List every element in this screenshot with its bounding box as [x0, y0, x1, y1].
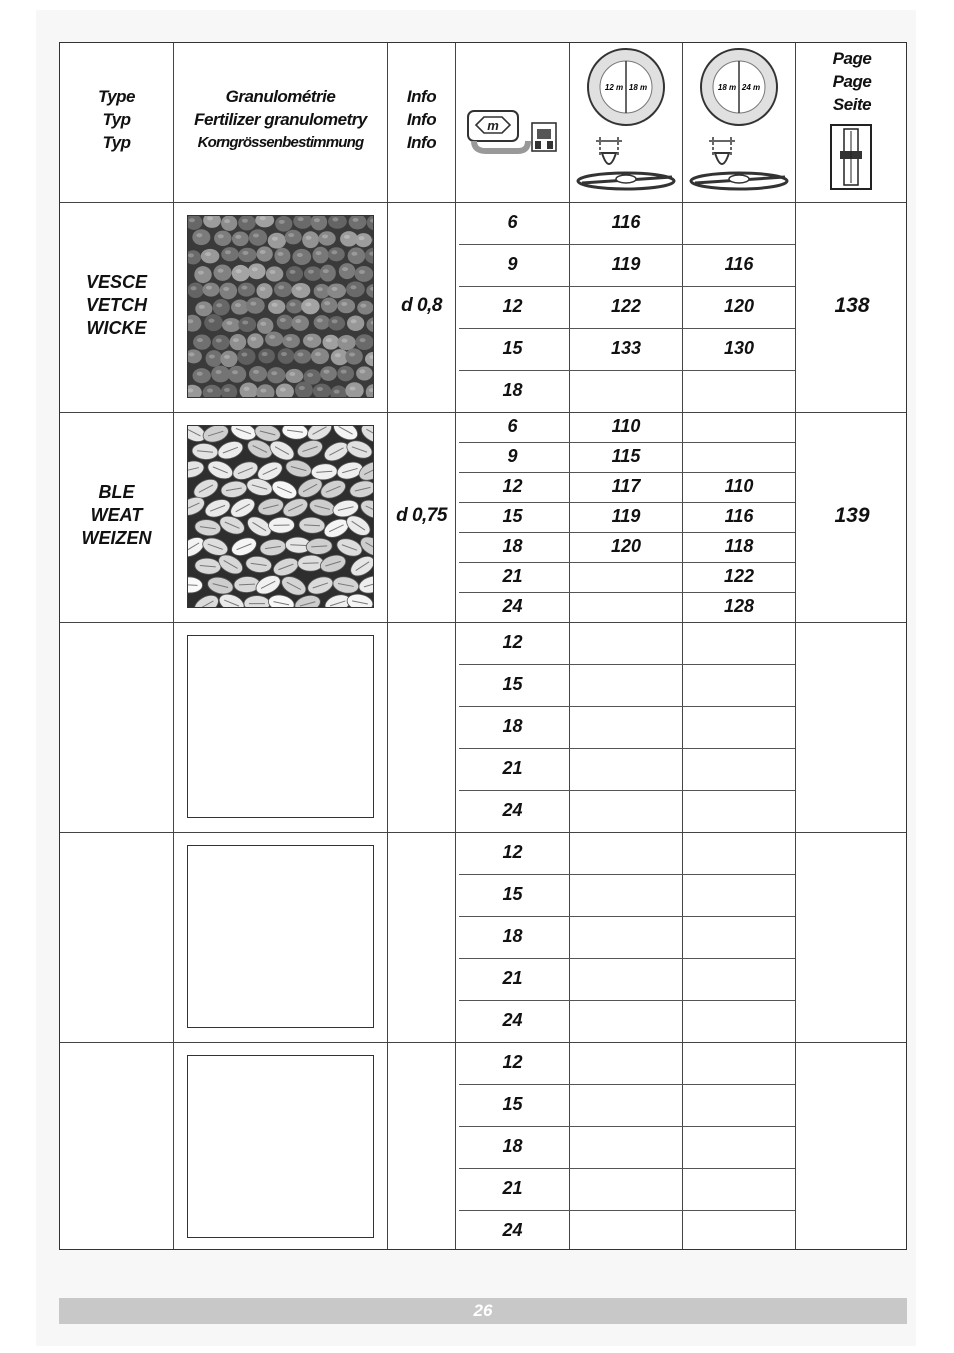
row-divider [60, 622, 906, 623]
row-divider [60, 202, 906, 203]
header-type-en: Typ [102, 110, 131, 129]
header-granulometry-en: Fertilizer granulometry [194, 110, 367, 129]
header-type-fr: Type [97, 87, 136, 106]
working-width: 9 [507, 254, 518, 274]
setting-12-18: 133 [610, 338, 642, 358]
row-divider [60, 832, 906, 833]
sub-row-divider [459, 874, 795, 875]
working-width: 12 [502, 1052, 523, 1072]
fertilizer-type-label: WEIZEN [81, 528, 152, 548]
header-page-de: Seite [832, 95, 872, 114]
working-width: 24 [502, 1010, 523, 1030]
sub-row-divider [459, 958, 795, 959]
setting-18-24: 120 [723, 296, 755, 316]
working-width: 6 [507, 416, 518, 436]
fertilizer-type-label: WEAT [90, 505, 143, 525]
setting-12-18: 115 [611, 446, 641, 466]
setting-12-18: 122 [610, 296, 642, 316]
sub-row-divider [459, 748, 795, 749]
header-info-fr: Info [406, 87, 437, 106]
sub-row-divider [459, 706, 795, 707]
setting-12-18: 116 [611, 212, 641, 232]
working-width-icon [466, 107, 558, 157]
wheat-granules-photo [187, 425, 374, 608]
row-divider [60, 1042, 906, 1043]
disc1-right-label: 18 m [628, 83, 648, 92]
setting-18-24: 116 [724, 506, 754, 526]
working-width: 12 [502, 842, 523, 862]
settings-table [59, 42, 907, 1250]
granule-photo-placeholder [187, 635, 374, 818]
fertilizer-type-label: BLE [98, 482, 135, 502]
setting-18-24: 118 [724, 536, 754, 556]
fertilizer-type-label: VESCE [85, 272, 148, 292]
page-number: 26 [473, 1301, 493, 1320]
spreading-disc-icon-18-24 [687, 45, 791, 195]
sub-row-divider [459, 664, 795, 665]
header-info-en: Info [406, 110, 437, 129]
disc2-right-label: 24 m [741, 83, 761, 92]
working-width: 6 [507, 212, 518, 232]
granules-texture [188, 426, 374, 608]
page-footer [59, 1298, 907, 1324]
working-width: 15 [502, 506, 523, 526]
page-gauge-icon [829, 123, 873, 191]
header-type-de: Typ [102, 133, 131, 152]
sub-row-divider [459, 532, 795, 533]
working-width: 12 [502, 296, 523, 316]
granule-photo-placeholder [187, 1055, 374, 1238]
header-info-de: Info [406, 133, 437, 152]
disc2-left-label: 18 m [717, 83, 737, 92]
working-width: 12 [502, 476, 523, 496]
working-width: 21 [502, 566, 523, 586]
header-granulometry [174, 85, 387, 154]
col-divider [173, 43, 174, 1249]
vetch-granules-photo [187, 215, 374, 398]
setting-12-18: 120 [610, 536, 642, 556]
sub-row-divider [459, 286, 795, 287]
fertilizer-type [60, 271, 173, 340]
setting-12-18: 119 [611, 254, 641, 274]
sub-row-divider [459, 592, 795, 593]
sub-row-divider [459, 244, 795, 245]
working-width: 12 [502, 632, 523, 652]
header-type [60, 85, 173, 154]
setting-18-24: 110 [724, 476, 754, 496]
granule-diameter: d 0,8 [401, 295, 442, 316]
granules-texture [188, 216, 374, 398]
sub-row-divider [459, 562, 795, 563]
sub-row-divider [459, 472, 795, 473]
sub-row-divider [459, 1000, 795, 1001]
working-width: 21 [502, 968, 523, 988]
fertilizer-type-label: VETCH [85, 295, 147, 315]
working-width: 24 [502, 800, 523, 820]
sub-row-divider [459, 1210, 795, 1211]
header-granulometry-de: Korngrössenbestimmung [197, 134, 364, 151]
working-width: 24 [502, 1220, 523, 1240]
setting-18-24: 130 [723, 338, 755, 358]
spreading-disc-icon-12-18 [574, 45, 678, 195]
sub-row-divider [459, 502, 795, 503]
setting-18-24: 128 [723, 596, 755, 616]
header-info [388, 85, 455, 154]
granule-diameter: d 0,75 [396, 505, 447, 526]
working-width: 18 [502, 926, 523, 946]
header-page [796, 47, 908, 116]
sub-row-divider [459, 442, 795, 443]
setting-18-24: 122 [723, 566, 755, 586]
granule-photo-placeholder [187, 845, 374, 1028]
setting-12-18: 110 [611, 416, 641, 436]
sub-row-divider [459, 328, 795, 329]
page-reference: 139 [834, 504, 870, 527]
disc1-left-label: 12 m [604, 83, 624, 92]
setting-12-18: 117 [611, 476, 641, 496]
fertilizer-type-label: WICKE [86, 318, 147, 338]
row-divider [60, 412, 906, 413]
col-divider [795, 43, 796, 1249]
working-width: 21 [502, 758, 523, 778]
sub-row-divider [459, 1168, 795, 1169]
sub-row-divider [459, 1126, 795, 1127]
working-width: 15 [502, 338, 523, 358]
working-width: 24 [502, 596, 523, 616]
col-divider [682, 43, 683, 1249]
col-divider [387, 43, 388, 1249]
working-width: 15 [502, 674, 523, 694]
sub-row-divider [459, 370, 795, 371]
header-page-en: Page [832, 72, 872, 91]
width-icon-label: m [487, 118, 499, 133]
sub-row-divider [459, 1084, 795, 1085]
setting-12-18: 119 [611, 506, 641, 526]
working-width: 18 [502, 380, 523, 400]
sub-row-divider [459, 790, 795, 791]
working-width: 18 [502, 716, 523, 736]
sub-row-divider [459, 916, 795, 917]
working-width: 18 [502, 536, 523, 556]
working-width: 21 [502, 1178, 523, 1198]
working-width: 15 [502, 1094, 523, 1114]
header-granulometry-fr: Granulométrie [225, 87, 336, 106]
setting-18-24: 116 [724, 254, 754, 274]
page-reference: 138 [834, 294, 870, 317]
working-width: 9 [507, 446, 518, 466]
header-page-fr: Page [832, 49, 872, 68]
fertilizer-type [60, 481, 173, 550]
working-width: 18 [502, 1136, 523, 1156]
working-width: 15 [502, 884, 523, 904]
